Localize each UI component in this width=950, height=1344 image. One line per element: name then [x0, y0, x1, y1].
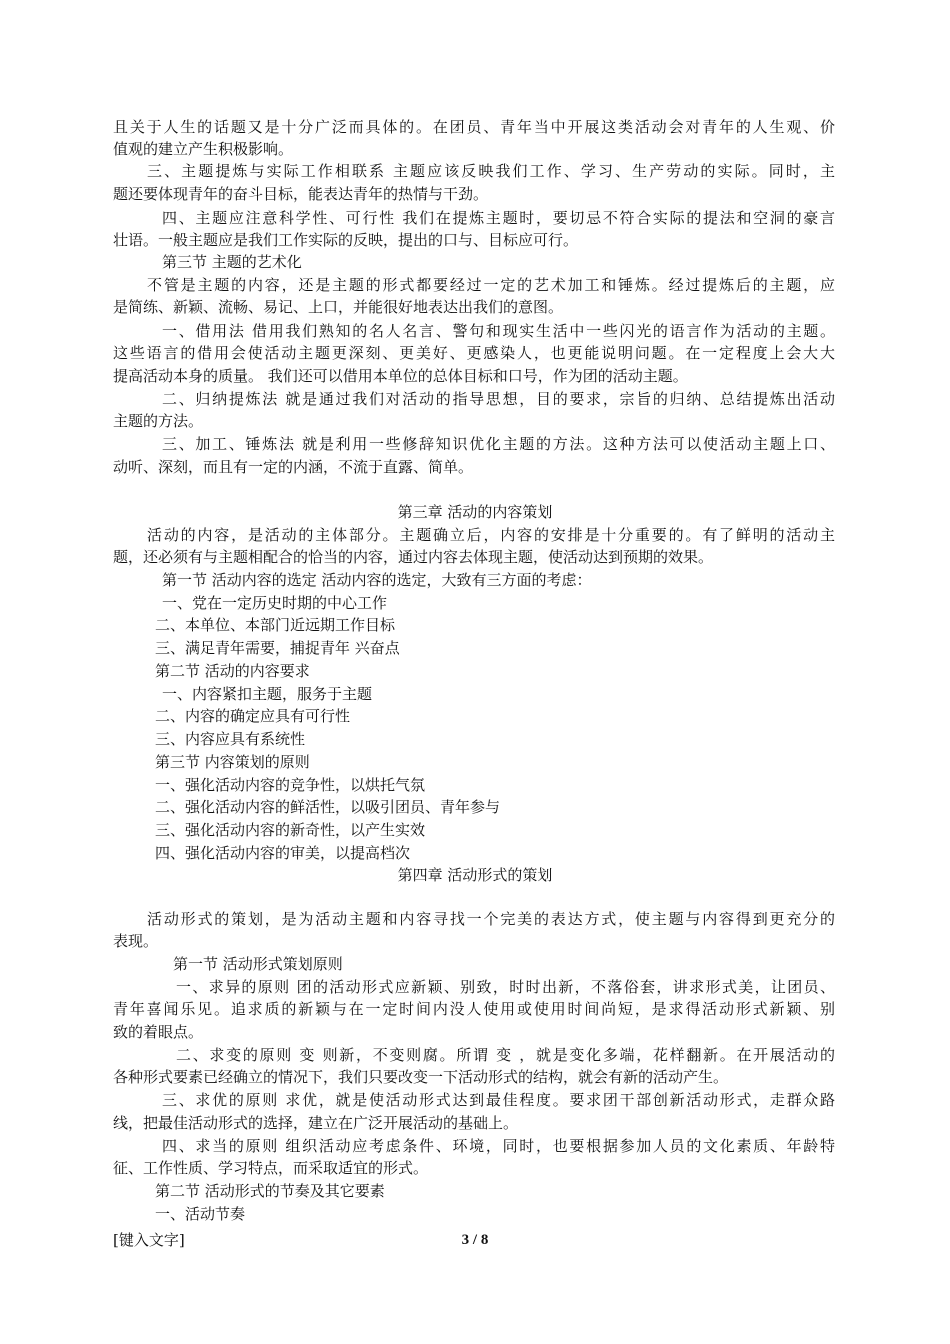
list-item: 一、活动节奏 — [155, 1205, 246, 1223]
body-line: 壮语。一般主题应是我们工作实际的反映，提出的口与、目标应可行。 — [113, 231, 579, 249]
body-line: 一、借用法 借用我们熟知的名人名言、警句和现实生活中一些闪光的语言作为活动的主题。 — [162, 322, 835, 340]
list-item: 一、党在一定历史时期的中心工作 — [162, 594, 388, 612]
section-heading: 第三节 内容策划的原则 — [155, 753, 310, 771]
list-item: 二、本单位、本部门近远期工作目标 — [155, 616, 396, 634]
body-line: 致的着眼点。 — [113, 1023, 204, 1041]
body-line: 二、归纳提炼法 就是通过我们对活动的指导思想，目的要求，宗旨的归纳、总结提炼出活动 — [162, 390, 835, 408]
body-line: 三、求优的原则 求优，就是使活动形式达到最佳程度。要求团干部创新活动形式，走群众路 — [162, 1091, 835, 1109]
body-line: 主题的方法。 — [113, 412, 204, 430]
body-line: 活动的内容，是活动的主体部分。主题确立后，内容的安排是十分重要的。有了鲜明的活动主 — [147, 526, 835, 544]
body-line: 不管是主题的内容，还是主题的形式都要经过一定的艺术加工和锤炼。经过提炼后的主题，应 — [147, 276, 835, 294]
body-line: 三、加工、锤炼法 就是利用一些修辞知识优化主题的方法。这种方法可以使活动主题上口、 — [162, 435, 835, 453]
body-line: 四、求当的原则 组织活动应考虑条件、环境，同时，也要根据参加人员的文化素质、年龄特 — [162, 1137, 835, 1155]
list-item: 三、内容应具有系统性 — [155, 730, 306, 748]
section-heading: 第三节 主题的艺术化 — [162, 253, 302, 271]
body-line: 三、主题提炼与实际工作相联系 主题应该反映我们工作、学习、生产劳动的实际。同时，主 — [147, 162, 835, 180]
section-heading: 第二节 活动形式的节奏及其它要素 — [155, 1182, 385, 1200]
page-number: 3 / 8 — [461, 1232, 489, 1248]
body-line: 二、求变的原则 变 则新，不变则腐。所谓 变 ，就是变化多端，花样翻新。在开展活动的 — [176, 1046, 835, 1064]
list-item: 三、强化活动内容的新奇性，以产生实效 — [155, 821, 426, 839]
body-line: 题还要体现青年的奋斗目标，能表达青年的热情与干劲。 — [113, 185, 489, 203]
body-line: 四、主题应注意科学性、可行性 我们在提炼主题时，要切忌不符合实际的提法和空洞的豪言 — [162, 209, 835, 227]
body-line: 这些语言的借用会使活动主题更深刻、更美好、更感染人，也更能说明问题。在一定程度上会大大 — [113, 344, 835, 362]
body-line: 题，还必须有与主题相配合的恰当的内容，通过内容去体现主题，使活动达到预期的效果。 — [113, 548, 714, 566]
body-line: 值观的建立产生积极影响。 — [113, 140, 294, 158]
body-line: 线，把最佳活动形式的选择，建立在广泛开展活动的基础上。 — [113, 1114, 519, 1132]
body-line: 且关于人生的话题又是十分广泛而具体的。在团员、青年当中开展这类活动会对青年的人生观、价 — [113, 118, 835, 136]
body-line: 征、工作性质、学习特点，而采取适宜的形式。 — [113, 1159, 429, 1177]
body-line: 活动形式的策划，是为活动主题和内容寻找一个完美的表达方式，使主题与内容得到更充分的 — [147, 910, 835, 928]
chapter-heading: 第四章 活动形式的策划 — [397, 866, 553, 884]
list-item: 二、强化活动内容的鲜活性，以吸引团员、青年参与 — [155, 798, 501, 816]
body-line: 表现。 — [113, 932, 159, 950]
section-heading: 第二节 活动的内容要求 — [155, 662, 310, 680]
list-item: 一、强化活动内容的竞争性，以烘托气氛 — [155, 776, 426, 794]
list-item: 三、满足青年需要，捕捉青年 兴奋点 — [155, 639, 400, 657]
body-line: 动听、深刻，而且有一定的内涵，不流于直露、简单。 — [113, 458, 474, 476]
list-item: 一、内容紧扣主题，服务于主题 — [162, 685, 373, 703]
body-line: 各种形式要素已经确立的情况下，我们只要改变一下活动形式的结构，就会有新的活动产生。 — [113, 1068, 729, 1086]
body-line: 是简练、新颖、流畅、易记、上口，并能很好地表达出我们的意图。 — [113, 298, 564, 316]
section-heading: 第一节 活动内容的选定 活动内容的选定，大致有三方面的考虑： — [162, 571, 592, 589]
body-line: 一、求异的原则 团的活动形式应新颖、别致，时时出新，不落俗套，讲求形式美，让团员、 — [176, 978, 835, 996]
footer-placeholder-text: [键入文字] — [113, 1231, 185, 1249]
body-line: 提高活动本身的质量。 我们还可以借用本单位的总体目标和口号，作为团的活动主题。 — [113, 367, 688, 385]
chapter-heading: 第三章 活动的内容策划 — [397, 503, 553, 521]
body-line: 青年喜闻乐见。追求质的新颖与在一定时间内没人使用或使用时间尚短，是求得活动形式新颖、别 — [113, 1000, 835, 1018]
list-item: 四、强化活动内容的审美，以提高档次 — [155, 844, 411, 862]
section-heading: 第一节 活动形式策划原则 — [173, 955, 343, 973]
list-item: 二、内容的确定应具有可行性 — [155, 707, 351, 725]
